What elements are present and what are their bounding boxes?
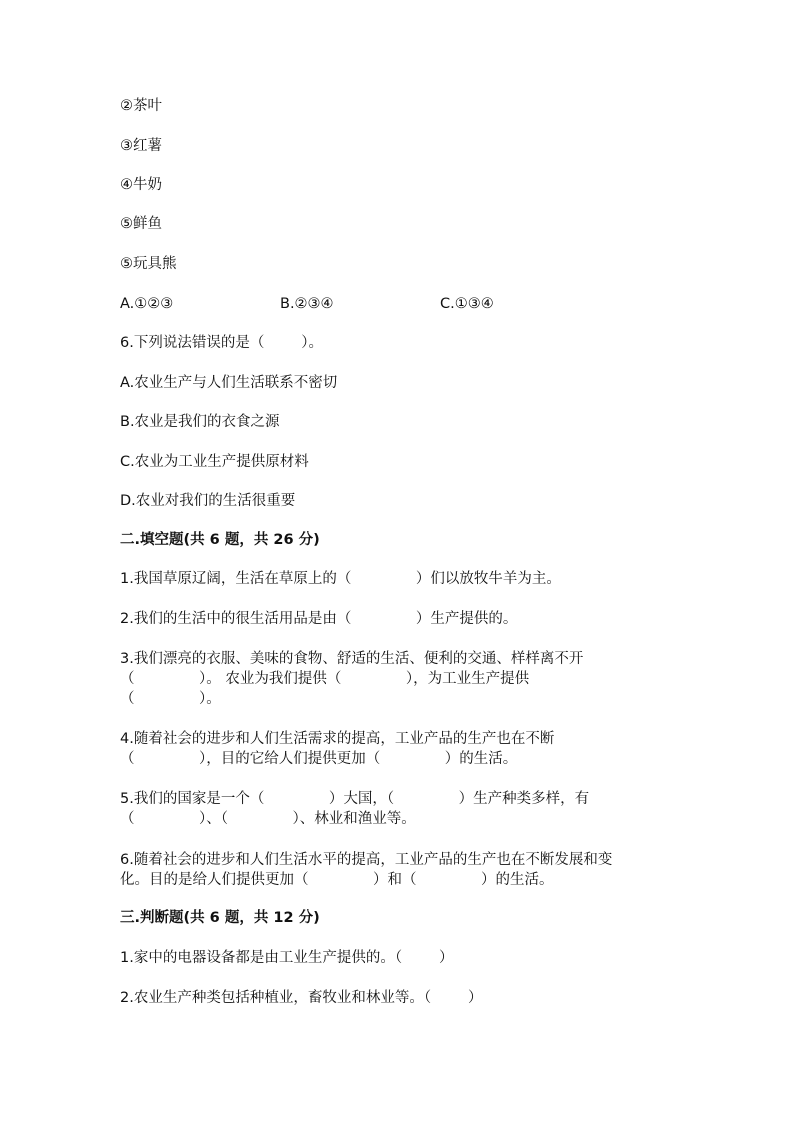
fill-question-2: 2.我们的生活中的很生活用品是由（ ）生产提供的。	[120, 611, 518, 627]
q6-option-b[interactable]: B.农业是我们的衣食之源	[120, 414, 280, 430]
judge-question-1: 1.家中的电器设备都是由工业生产提供的。（ ）	[120, 950, 454, 966]
section2-heading: 二.填空题(共 6 题，共 26 分)	[120, 532, 320, 548]
fill-question-4-line-2: （ ），目的它给人们提供更加（ ）的生活。	[120, 751, 518, 767]
q5-item-toy-bear: ⑤玩具熊	[120, 256, 177, 272]
q5-option-c[interactable]: C.①③④	[440, 296, 494, 312]
q5-item-sweet-potato: ③红薯	[120, 138, 162, 154]
fill-question-5-line-2: （ ）、（ ）、林业和渔业等。	[120, 811, 416, 827]
fill-question-1: 1.我国草原辽阔，生活在草原上的（ ）们以放牧牛羊为主。	[120, 571, 561, 587]
q5-item-tea: ②茶叶	[120, 98, 162, 114]
q6-option-c[interactable]: C.农业为工业生产提供原材料	[120, 454, 309, 470]
fill-question-4-line-1: 4.随着社会的进步和人们生活需求的提高，工业产品的生产也在不断	[120, 731, 555, 747]
q6-option-a[interactable]: A.农业生产与人们生活联系不密切	[120, 375, 338, 391]
q5-item-fish: ⑤鲜鱼	[120, 216, 162, 232]
fill-question-5-line-1: 5.我们的国家是一个（ ）大国，（ ）生产种类多样，有	[120, 791, 590, 807]
fill-question-3-line-3: （ ）。	[120, 691, 221, 707]
judge-question-2: 2.农业生产种类包括种植业，畜牧业和林业等。（ ）	[120, 990, 483, 1006]
q6-option-d[interactable]: D.农业对我们的生活很重要	[120, 493, 296, 509]
fill-question-3-line-2: （ ）。 农业为我们提供（ ），为工业生产提供	[120, 671, 530, 687]
section3-heading: 三.判断题(共 6 题，共 12 分)	[120, 910, 320, 926]
q5-option-b[interactable]: B.②③④	[280, 296, 334, 312]
fill-question-6-line-2: 化。目的是给人们提供更加（ ）和（ ）的生活。	[120, 872, 554, 888]
q5-option-a[interactable]: A.①②③	[120, 296, 174, 312]
q6-stem: 6.下列说法错误的是（ ）。	[120, 335, 323, 351]
q5-item-milk: ④牛奶	[120, 177, 162, 193]
fill-question-6-line-1: 6.随着社会的进步和人们生活水平的提高，工业产品的生产也在不断发展和变	[120, 852, 613, 868]
fill-question-3-line-1: 3.我们漂亮的衣服、美味的食物、舒适的生活、便利的交通、样样离不开	[120, 651, 584, 667]
